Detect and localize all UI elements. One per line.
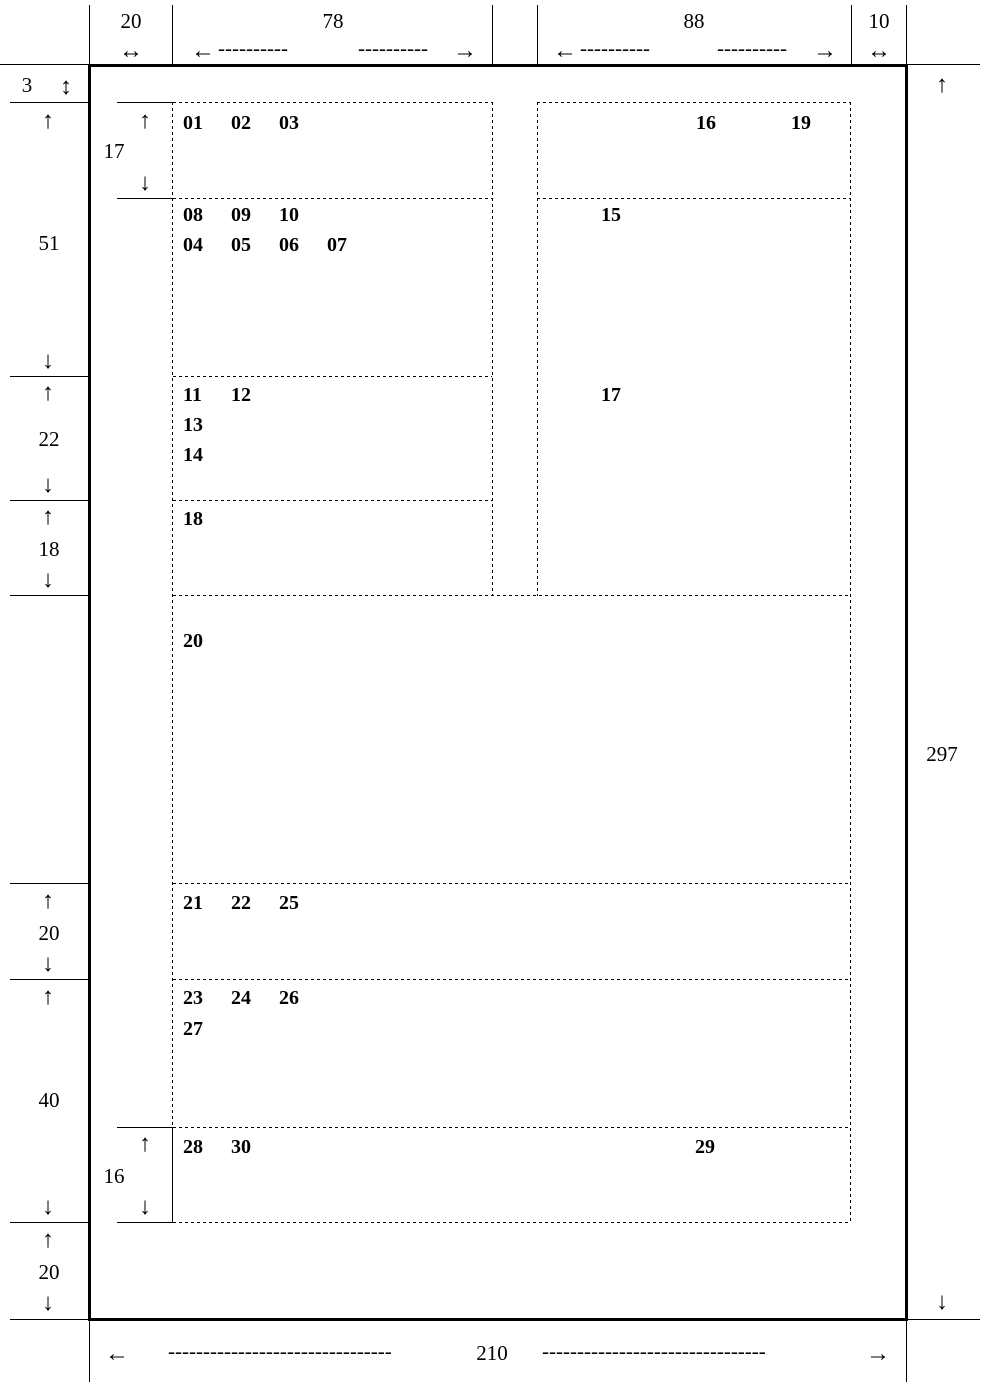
field-17: 17 — [601, 384, 621, 406]
field-07: 07 — [327, 234, 347, 256]
dim-page-height-arrow-up: ↑ — [936, 72, 948, 98]
dim-22-label: 22 — [38, 427, 60, 451]
dim-bottom-margin-arrow-down: ↓ — [42, 1290, 54, 1316]
dim-footer-label: 16 — [103, 1164, 125, 1188]
dim-page-height-arrow-down: ↓ — [936, 1289, 948, 1315]
dim-51-arrow-up: ↑ — [42, 108, 54, 134]
field-16: 16 — [696, 112, 716, 134]
field-25: 25 — [279, 892, 299, 914]
field-24: 24 — [231, 987, 251, 1009]
dim-left-block-label: 78 — [322, 9, 344, 33]
dim-left-margin-label: 20 — [120, 9, 142, 33]
dim-left-block-arrow-left: ← — [191, 38, 215, 64]
dim-top-margin-label: 3 — [21, 73, 33, 97]
field-27: 27 — [183, 1018, 203, 1040]
dim-right-block-dashes-left: ---------- — [580, 36, 650, 60]
dim-page-width-dashes-right: -------------------------------- — [542, 1339, 766, 1363]
dim-top-margin-arrow: ↕ — [60, 74, 72, 100]
field-05: 05 — [231, 234, 251, 256]
dim-22-arrow-up: ↑ — [42, 380, 54, 406]
field-26: 26 — [279, 987, 299, 1009]
dim-page-width-arrow-right: → — [866, 1341, 890, 1367]
dim-page-height-label: 297 — [926, 742, 958, 766]
field-30: 30 — [231, 1136, 251, 1158]
dim-header-arrow-up: ↑ — [139, 108, 151, 134]
field-29: 29 — [695, 1136, 715, 1158]
field-13: 13 — [183, 414, 203, 436]
dim-bottom-margin-label: 20 — [38, 1260, 60, 1284]
dim-51-label: 51 — [38, 231, 60, 255]
dim-20a-arrow-up: ↑ — [42, 888, 54, 914]
dim-left-block-dashes-left: ---------- — [218, 36, 288, 60]
dim-page-width-arrow-left: ← — [105, 1341, 129, 1367]
field-numbers — [183, 112, 811, 1158]
dim-footer-arrow-down: ↓ — [139, 1194, 151, 1220]
dim-22-arrow-down: ↓ — [42, 472, 54, 498]
dim-header-label: 17 — [103, 139, 125, 163]
field-15: 15 — [601, 204, 621, 226]
dim-page-width-label: 210 — [476, 1341, 508, 1365]
field-14: 14 — [183, 444, 203, 466]
field-20: 20 — [183, 630, 203, 652]
dim-right-margin-arrow: ↔ — [867, 38, 891, 64]
field-08: 08 — [183, 204, 203, 226]
field-10: 10 — [279, 204, 299, 226]
dim-right-block-label: 88 — [683, 9, 705, 33]
dim-footer-arrow-up: ↑ — [139, 1131, 151, 1157]
dim-right-block-arrow-left: ← — [553, 38, 577, 64]
dim-40-arrow-up: ↑ — [42, 984, 54, 1010]
dim-left-block-dashes-right: ---------- — [358, 36, 428, 60]
dim-18-label: 18 — [38, 537, 60, 561]
dim-header-arrow-down: ↓ — [139, 170, 151, 196]
dim-20a-label: 20 — [38, 921, 60, 945]
dim-bottom-margin-arrow-up: ↑ — [42, 1227, 54, 1253]
dim-page-width-dashes-left: -------------------------------- — [168, 1339, 392, 1363]
dim-18-arrow-up: ↑ — [42, 504, 54, 530]
dim-40-label: 40 — [38, 1088, 60, 1112]
field-22: 22 — [231, 892, 251, 914]
field-03: 03 — [279, 112, 299, 134]
field-11: 11 — [183, 384, 202, 406]
field-09: 09 — [231, 204, 251, 226]
page-frame — [90, 66, 907, 1320]
dim-20a-arrow-down: ↓ — [42, 951, 54, 977]
field-28: 28 — [183, 1136, 203, 1158]
dim-right-block-arrow-right: → — [813, 38, 837, 64]
field-02: 02 — [231, 112, 251, 134]
dim-18-arrow-down: ↓ — [42, 567, 54, 593]
layout-grid — [173, 102, 852, 1223]
field-19: 19 — [791, 112, 811, 134]
dim-40-arrow-down: ↓ — [42, 1194, 54, 1220]
dim-left-margin-arrow: ↔ — [119, 38, 143, 64]
field-12: 12 — [231, 384, 251, 406]
dim-51-arrow-down: ↓ — [42, 348, 54, 374]
field-04: 04 — [183, 234, 203, 256]
field-01: 01 — [183, 112, 203, 134]
dim-right-block-dashes-right: ---------- — [717, 36, 787, 60]
dim-left-block-arrow-right: → — [453, 38, 477, 64]
field-23: 23 — [183, 987, 203, 1009]
field-18: 18 — [183, 508, 203, 530]
dim-right-margin-label: 10 — [868, 9, 890, 33]
field-06: 06 — [279, 234, 299, 256]
field-21: 21 — [183, 892, 203, 914]
